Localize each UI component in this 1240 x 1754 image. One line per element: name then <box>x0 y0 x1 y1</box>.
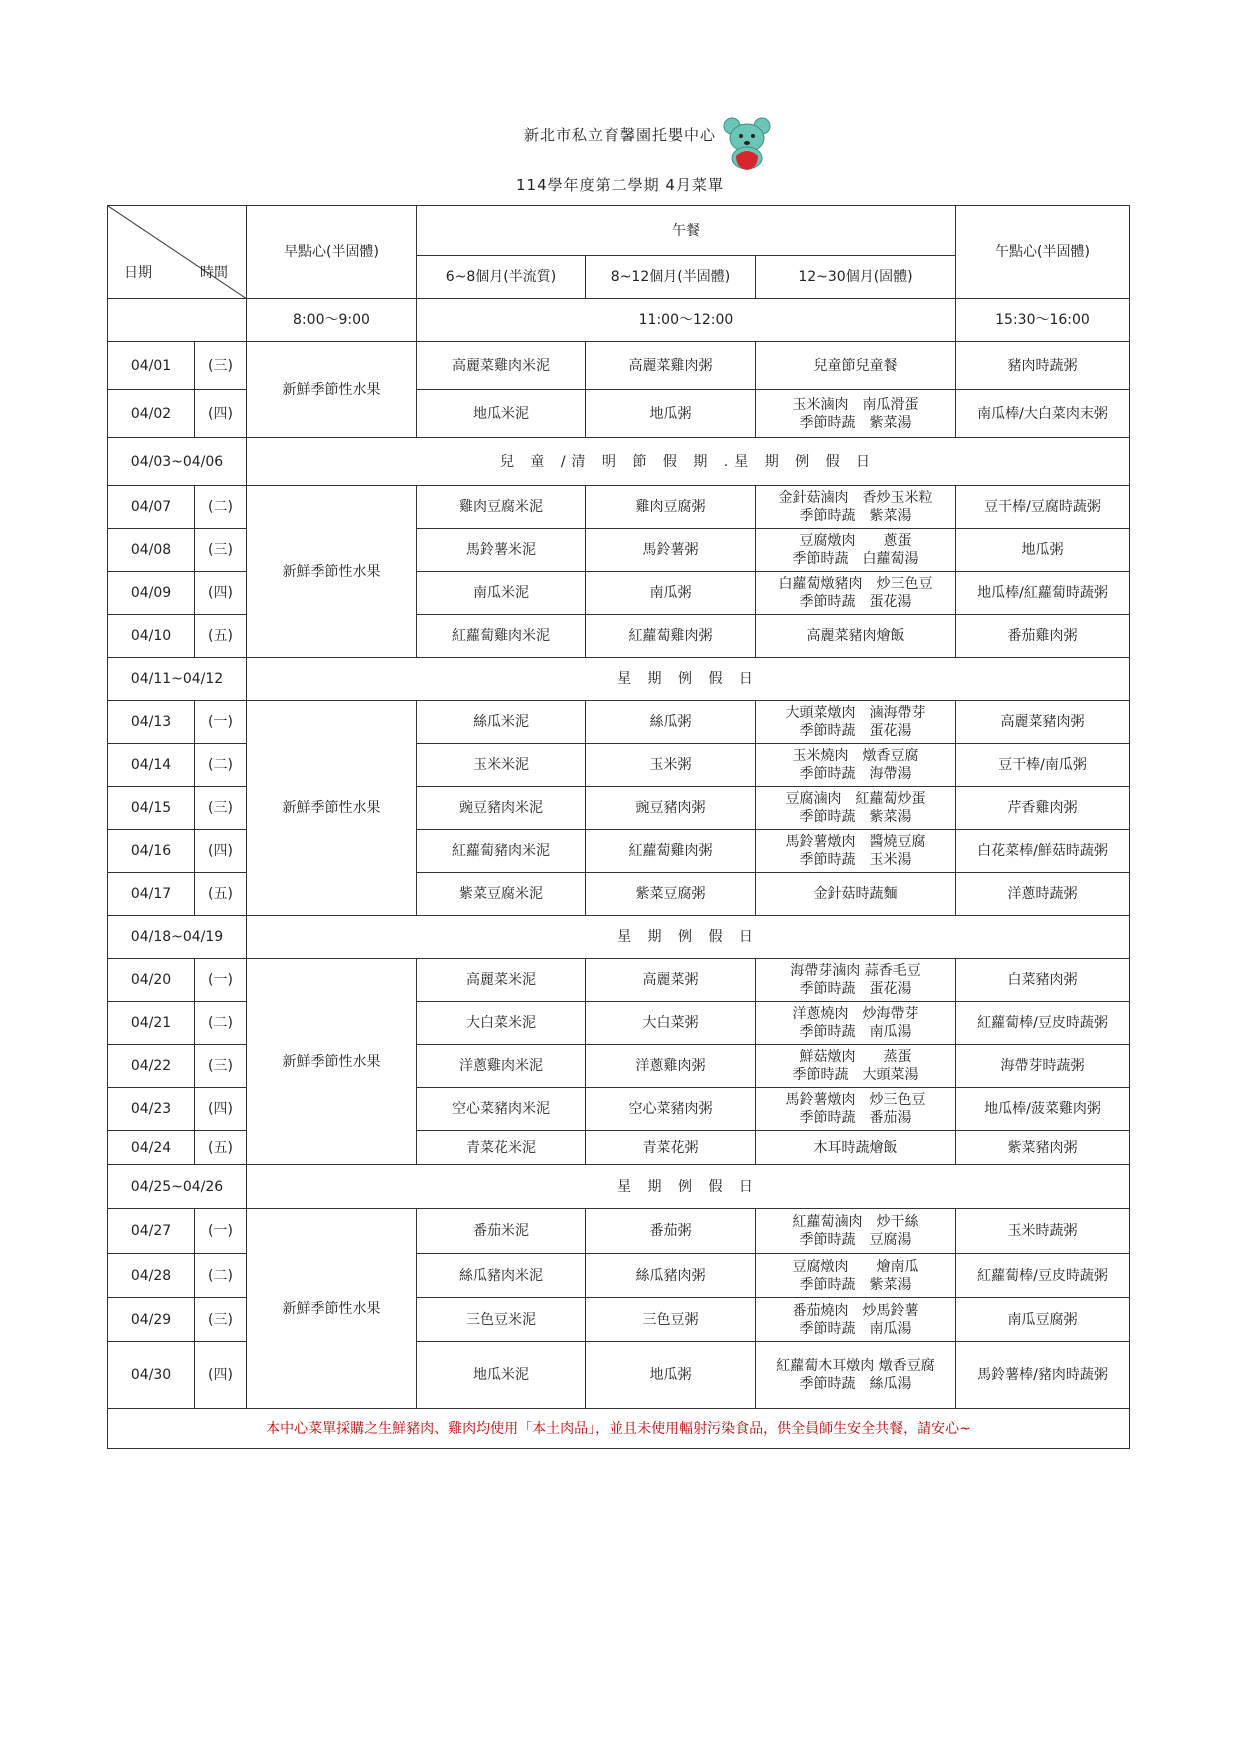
main-dish-line: 馬鈴薯燉肉 醬燒豆腐 <box>785 834 926 850</box>
puree-cell: 紅蘿蔔雞肉米泥 <box>417 615 586 658</box>
date-label: 日期 <box>124 265 152 281</box>
weekday-cell: (四) <box>195 1088 247 1131</box>
page-subtitle: 114學年度第二學期 4月菜單 <box>516 176 724 194</box>
food-safety-notice: 本中心菜單採購之生鮮豬肉、雞肉均使用「本土肉品」，並且未使用輻射污染食品，供全員師生安全共餐，請安心~ <box>108 1409 1130 1449</box>
table-row <box>108 342 1130 390</box>
weekday-cell: (二) <box>195 744 247 787</box>
main-dish-line: 豆腐滷肉 紅蘿蔔炒蛋 <box>785 791 926 807</box>
afternoon-snack-cell: 洋蔥時蔬粥 <box>956 873 1130 916</box>
puree-cell: 馬鈴薯米泥 <box>417 529 586 572</box>
puree-cell: 地瓜米泥 <box>417 390 586 438</box>
weekday-cell: (二) <box>195 1254 247 1298</box>
afternoon-snack-cell: 紅蘿蔔棒/豆皮時蔬粥 <box>956 1002 1130 1045</box>
side-dish-line: 季節時蔬 大頭菜湯 <box>792 1067 919 1083</box>
puree-cell: 三色豆米泥 <box>417 1298 586 1342</box>
main-dish-line: 玉米燒肉 燉香豆腐 <box>792 748 919 764</box>
table-row <box>108 1209 1130 1254</box>
date-cell: 04/28 <box>108 1254 195 1298</box>
afternoon-snack-header: 午點心(半固體) <box>956 206 1130 299</box>
main-meal-cell <box>756 1002 956 1045</box>
weekday-cell: (五) <box>195 1131 247 1165</box>
main-dish-line: 豆腐燉肉 蔥蛋 <box>799 533 912 549</box>
afternoon-snack-cell: 地瓜棒/菠菜雞肉粥 <box>956 1088 1130 1131</box>
main-dish-line: 玉米滷肉 南瓜滑蛋 <box>792 396 919 413</box>
main-dish-line: 洋蔥燒肉 炒海帶芽 <box>792 1006 919 1022</box>
menu-table <box>107 205 1130 1449</box>
porridge-cell: 絲瓜粥 <box>586 701 756 744</box>
porridge-cell: 玉米粥 <box>586 744 756 787</box>
porridge-cell: 紅蘿蔔雞肉粥 <box>586 830 756 873</box>
weekday-cell: (一) <box>195 701 247 744</box>
weekday-cell: (三) <box>195 529 247 572</box>
afternoon-snack-cell: 南瓜棒/大白菜肉末粥 <box>956 390 1130 438</box>
date-cell: 04/20 <box>108 959 195 1002</box>
main-dish-line: 木耳時蔬燴飯 <box>813 1139 898 1156</box>
afternoon-snack-cell: 地瓜粥 <box>956 529 1130 572</box>
side-dish-line: 季節時蔬 玉米湯 <box>799 852 912 868</box>
date-cell: 04/24 <box>108 1131 195 1165</box>
holiday-range: 04/03~04/06 <box>108 438 247 486</box>
afternoon-snack-cell: 高麗菜豬肉粥 <box>956 701 1130 744</box>
porridge-cell: 紅蘿蔔雞肉粥 <box>586 615 756 658</box>
date-cell: 04/15 <box>108 787 195 830</box>
date-cell: 04/02 <box>108 390 195 438</box>
holiday-row <box>108 916 1130 959</box>
weekday-cell: (三) <box>195 342 247 390</box>
side-dish-line: 季節時蔬 蛋花湯 <box>799 981 912 997</box>
afternoon-snack-cell: 海帶芽時蔬粥 <box>956 1045 1130 1088</box>
morning-snack-header: 早點心(半固體) <box>247 206 417 299</box>
date-cell: 04/21 <box>108 1002 195 1045</box>
puree-cell: 絲瓜豬肉米泥 <box>417 1254 586 1298</box>
main-dish-line: 大頭菜燉肉 滷海帶芽 <box>785 705 926 721</box>
main-meal-cell <box>756 390 956 438</box>
puree-cell: 高麗菜雞肉米泥 <box>417 342 586 390</box>
main-meal-cell <box>756 959 956 1002</box>
puree-cell: 紅蘿蔔豬肉米泥 <box>417 830 586 873</box>
table-row <box>108 701 1130 744</box>
holiday-row <box>108 438 1130 486</box>
date-cell: 04/14 <box>108 744 195 787</box>
main-meal-cell <box>756 342 956 390</box>
holiday-text: 兒 童 /清 明 節 假 期 .星 期 例 假 日 <box>247 438 1130 486</box>
date-cell: 04/08 <box>108 529 195 572</box>
puree-cell: 青菜花米泥 <box>417 1131 586 1165</box>
main-meal-cell <box>756 615 956 658</box>
main-meal-cell <box>756 1088 956 1131</box>
holiday-range: 04/18~04/19 <box>108 916 247 959</box>
afternoon-time: 15:30～16:00 <box>956 299 1130 342</box>
porridge-cell: 絲瓜豬肉粥 <box>586 1254 756 1298</box>
weekday-cell: (四) <box>195 1342 247 1409</box>
table-row <box>108 959 1130 1002</box>
time-label: 時間 <box>200 265 228 281</box>
morning-fruit-cell: 新鮮季節性水果 <box>247 959 417 1165</box>
porridge-cell: 高麗菜粥 <box>586 959 756 1002</box>
afternoon-snack-cell: 白菜豬肉粥 <box>956 959 1130 1002</box>
puree-cell: 高麗菜米泥 <box>417 959 586 1002</box>
morning-fruit-cell: 新鮮季節性水果 <box>247 1209 417 1409</box>
afternoon-snack-cell: 番茄雞肉粥 <box>956 615 1130 658</box>
side-dish-line: 季節時蔬 絲瓜湯 <box>799 1376 912 1392</box>
weekday-cell: (三) <box>195 1045 247 1088</box>
porridge-cell: 地瓜粥 <box>586 1342 756 1409</box>
afternoon-snack-cell: 馬鈴薯棒/豬肉時蔬粥 <box>956 1342 1130 1409</box>
time-row-blank <box>108 299 247 342</box>
date-cell: 04/01 <box>108 342 195 390</box>
afternoon-snack-cell: 玉米時蔬粥 <box>956 1209 1130 1254</box>
side-dish-line: 季節時蔬 南瓜湯 <box>799 1024 912 1040</box>
puree-cell: 豌豆豬肉米泥 <box>417 787 586 830</box>
porridge-cell: 豌豆豬肉粥 <box>586 787 756 830</box>
main-dish-line: 海帶芽滷肉 蒜香毛豆 <box>790 963 921 979</box>
puree-cell: 地瓜米泥 <box>417 1342 586 1409</box>
weekday-cell: (二) <box>195 1002 247 1045</box>
side-dish-line: 季節時蔬 海帶湯 <box>799 766 912 782</box>
porridge-cell: 馬鈴薯粥 <box>586 529 756 572</box>
puree-cell: 絲瓜米泥 <box>417 701 586 744</box>
main-dish-line: 馬鈴薯燉肉 炒三色豆 <box>785 1092 926 1108</box>
side-dish-line: 季節時蔬 蛋花湯 <box>799 594 912 610</box>
weekday-cell: (三) <box>195 787 247 830</box>
date-cell: 04/07 <box>108 486 195 529</box>
holiday-row <box>108 1165 1130 1209</box>
main-meal-cell <box>756 1254 956 1298</box>
weekday-cell: (四) <box>195 830 247 873</box>
puree-cell: 玉米米泥 <box>417 744 586 787</box>
main-dish-line: 金針菇滷肉 香炒玉米粒 <box>778 490 933 506</box>
puree-cell: 大白菜米泥 <box>417 1002 586 1045</box>
main-meal-cell <box>756 787 956 830</box>
porridge-cell: 雞肉豆腐粥 <box>586 486 756 529</box>
main-dish-line: 豆腐燉肉 燴南瓜 <box>792 1258 919 1275</box>
side-dish-line: 季節時蔬 紫菜湯 <box>799 508 912 524</box>
side-dish-line: 季節時蔬 紫菜湯 <box>799 414 912 431</box>
holiday-row <box>108 658 1130 701</box>
weekday-cell: (四) <box>195 572 247 615</box>
afternoon-snack-cell: 白花菜棒/鮮菇時蔬粥 <box>956 830 1130 873</box>
lunch-12-30-header: 12~30個月(固體) <box>756 256 956 299</box>
date-cell: 04/22 <box>108 1045 195 1088</box>
main-dish-line: 紅蘿蔔滷肉 炒干絲 <box>792 1214 919 1230</box>
lunch-header: 午餐 <box>417 206 956 256</box>
main-meal-cell <box>756 744 956 787</box>
date-cell: 04/30 <box>108 1342 195 1409</box>
table-row <box>108 486 1130 529</box>
weekday-cell: (五) <box>195 873 247 916</box>
porridge-cell: 高麗菜雞肉粥 <box>586 342 756 390</box>
holiday-range: 04/11~04/12 <box>108 658 247 701</box>
date-cell: 04/29 <box>108 1298 195 1342</box>
date-cell: 04/27 <box>108 1209 195 1254</box>
lunch-8-12-header: 8~12個月(半固體) <box>586 256 756 299</box>
diagonal-divider-icon <box>108 206 247 299</box>
puree-cell: 空心菜豬肉米泥 <box>417 1088 586 1131</box>
main-meal-cell <box>756 572 956 615</box>
main-meal-cell <box>756 830 956 873</box>
main-meal-cell <box>756 1045 956 1088</box>
side-dish-line: 季節時蔬 番茄湯 <box>799 1110 912 1126</box>
afternoon-snack-cell: 地瓜棒/紅蘿蔔時蔬粥 <box>956 572 1130 615</box>
puree-cell: 紫菜豆腐米泥 <box>417 873 586 916</box>
afternoon-snack-cell: 芹香雞肉粥 <box>956 787 1130 830</box>
main-dish-line: 白蘿蔔燉豬肉 炒三色豆 <box>778 576 933 592</box>
afternoon-snack-cell: 紅蘿蔔棒/豆皮時蔬粥 <box>956 1254 1130 1298</box>
date-cell: 04/17 <box>108 873 195 916</box>
date-cell: 04/16 <box>108 830 195 873</box>
porridge-cell: 番茄粥 <box>586 1209 756 1254</box>
porridge-cell: 洋蔥雞肉粥 <box>586 1045 756 1088</box>
date-cell: 04/09 <box>108 572 195 615</box>
holiday-text: 星 期 例 假 日 <box>247 658 1130 701</box>
main-meal-cell <box>756 486 956 529</box>
main-dish-line: 金針菇時蔬麵 <box>813 886 898 902</box>
porridge-cell: 紫菜豆腐粥 <box>586 873 756 916</box>
main-dish-line: 鮮菇燉肉 蒸蛋 <box>799 1049 912 1065</box>
page-title: 新北市私立育馨園托嬰中心 <box>523 126 716 144</box>
main-meal-cell <box>756 1131 956 1165</box>
weekday-cell: (二) <box>195 486 247 529</box>
side-dish-line: 季節時蔬 豆腐湯 <box>799 1232 912 1248</box>
main-meal-cell <box>756 1209 956 1254</box>
porridge-cell: 南瓜粥 <box>586 572 756 615</box>
main-meal-cell <box>756 873 956 916</box>
puree-cell: 南瓜米泥 <box>417 572 586 615</box>
side-dish-line: 季節時蔬 紫菜湯 <box>799 809 912 825</box>
morning-fruit-cell: 新鮮季節性水果 <box>247 701 417 916</box>
afternoon-snack-cell: 豆干棒/南瓜粥 <box>956 744 1130 787</box>
puree-cell: 番茄米泥 <box>417 1209 586 1254</box>
morning-time: 8:00～9:00 <box>247 299 417 342</box>
main-dish-line: 番茄燒肉 炒馬鈴薯 <box>792 1302 919 1319</box>
afternoon-snack-cell: 豬肉時蔬粥 <box>956 342 1130 390</box>
holiday-range: 04/25~04/26 <box>108 1165 247 1209</box>
puree-cell: 洋蔥雞肉米泥 <box>417 1045 586 1088</box>
side-dish-line: 季節時蔬 紫菜湯 <box>799 1276 912 1293</box>
morning-fruit-cell: 新鮮季節性水果 <box>247 486 417 658</box>
date-cell: 04/23 <box>108 1088 195 1131</box>
main-dish-line: 紅蘿蔔木耳燉肉 燉香豆腐 <box>776 1358 935 1374</box>
main-meal-cell <box>756 701 956 744</box>
weekday-cell: (四) <box>195 390 247 438</box>
porridge-cell: 三色豆粥 <box>586 1298 756 1342</box>
porridge-cell: 空心菜豬肉粥 <box>586 1088 756 1131</box>
main-meal-cell <box>756 529 956 572</box>
lunch-time: 11:00～12:00 <box>417 299 956 342</box>
porridge-cell: 大白菜粥 <box>586 1002 756 1045</box>
lunch-6-8-header: 6~8個月(半流質) <box>417 256 586 299</box>
porridge-cell: 地瓜粥 <box>586 390 756 438</box>
porridge-cell: 青菜花粥 <box>586 1131 756 1165</box>
main-dish-line: 兒童節兒童餐 <box>813 357 898 374</box>
main-meal-cell <box>756 1298 956 1342</box>
side-dish-line: 季節時蔬 南瓜湯 <box>799 1320 912 1337</box>
weekday-cell: (一) <box>195 959 247 1002</box>
holiday-text: 星 期 例 假 日 <box>247 916 1130 959</box>
side-dish-line: 季節時蔬 白蘿蔔湯 <box>792 551 919 567</box>
afternoon-snack-cell: 南瓜豆腐粥 <box>956 1298 1130 1342</box>
main-meal-cell <box>756 1342 956 1409</box>
morning-fruit-cell: 新鮮季節性水果 <box>247 342 417 438</box>
afternoon-snack-cell: 豆干棒/豆腐時蔬粥 <box>956 486 1130 529</box>
date-cell: 04/13 <box>108 701 195 744</box>
afternoon-snack-cell: 紫菜豬肉粥 <box>956 1131 1130 1165</box>
weekday-cell: (一) <box>195 1209 247 1254</box>
holiday-text: 星 期 例 假 日 <box>247 1165 1130 1209</box>
date-time-header-cell <box>108 206 247 299</box>
side-dish-line: 季節時蔬 蛋花湯 <box>799 723 912 739</box>
weekday-cell: (五) <box>195 615 247 658</box>
weekday-cell: (三) <box>195 1298 247 1342</box>
teddy-bear-logo-icon <box>718 116 776 172</box>
date-cell: 04/10 <box>108 615 195 658</box>
main-dish-line: 高麗菜豬肉燴飯 <box>806 628 905 644</box>
puree-cell: 雞肉豆腐米泥 <box>417 486 586 529</box>
